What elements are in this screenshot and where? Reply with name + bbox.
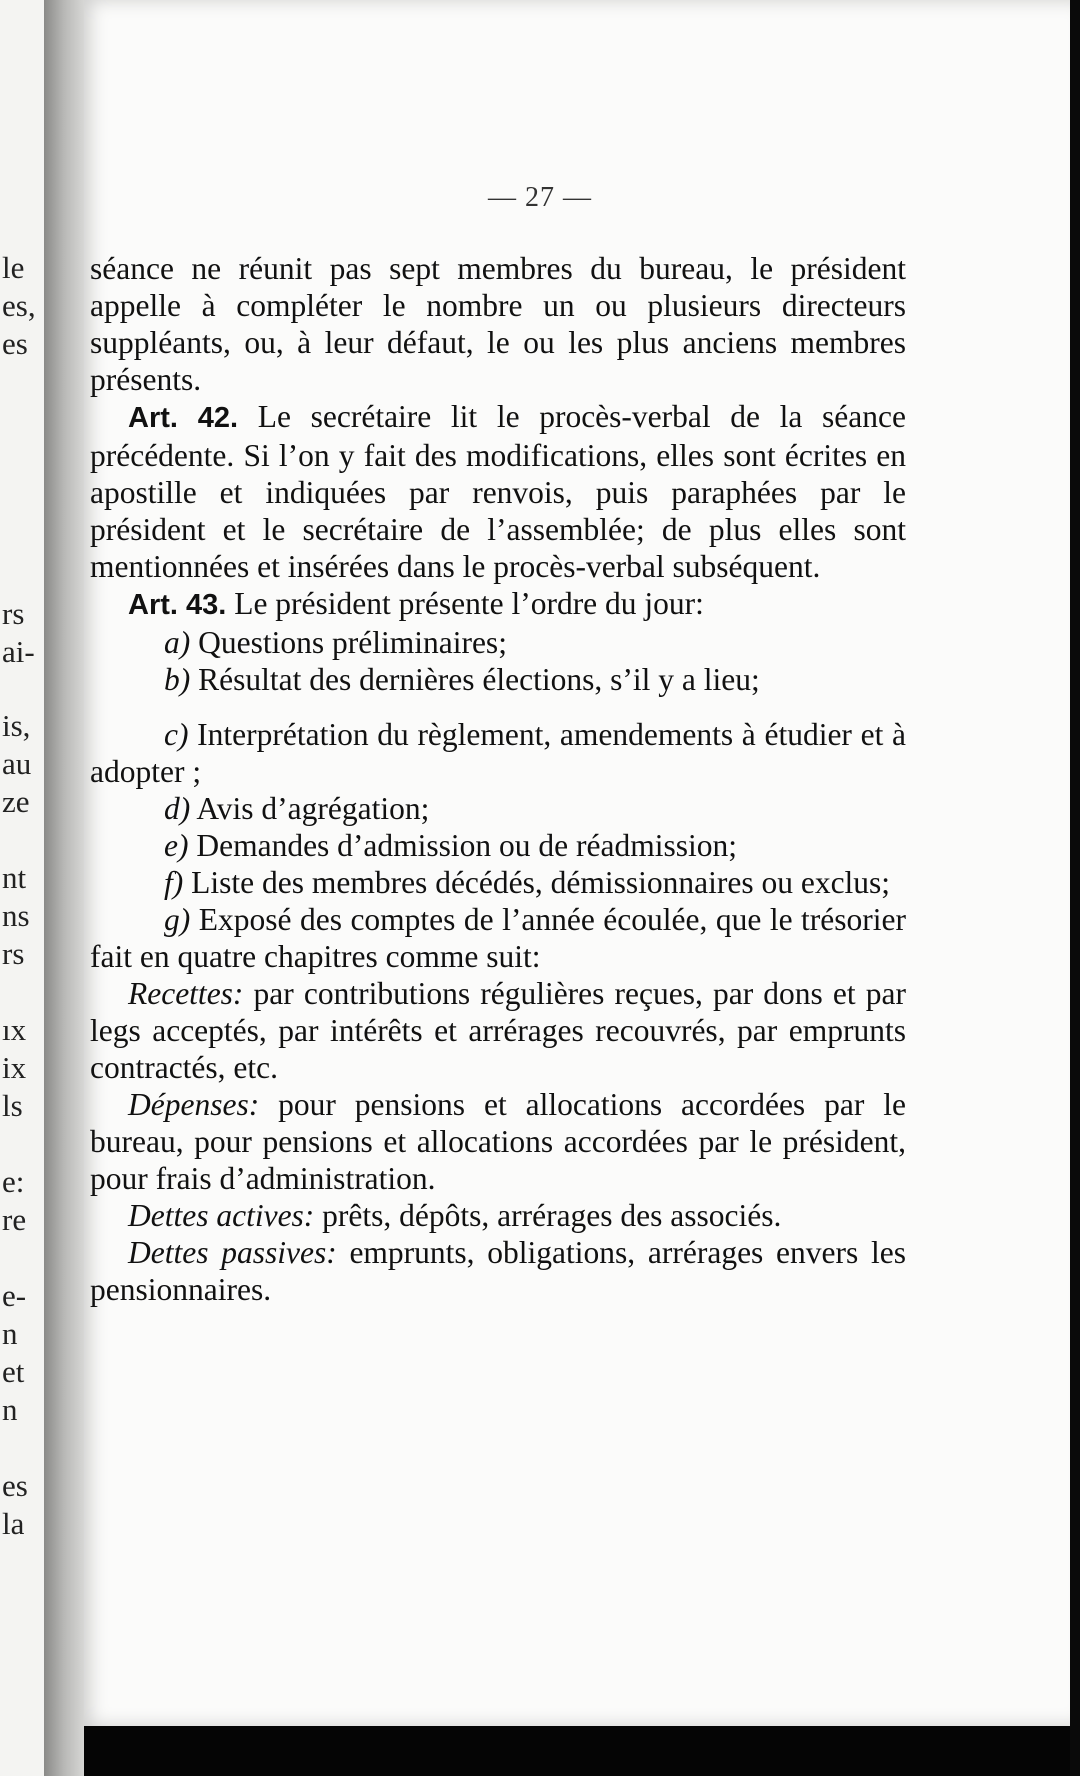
left-fragment: n xyxy=(2,1316,18,1351)
account-term: Dettes actives: xyxy=(128,1198,315,1233)
left-fragment: ls xyxy=(2,1088,23,1123)
list-item xyxy=(90,624,906,661)
left-fragment: n xyxy=(2,1392,18,1427)
account-dettes-passives xyxy=(90,1234,906,1308)
left-fragment: ze xyxy=(2,784,30,819)
left-fragment: re xyxy=(2,1202,27,1237)
list-item xyxy=(90,864,906,901)
account-term: Dépenses: xyxy=(128,1087,260,1122)
account-dettes-actives xyxy=(90,1197,906,1234)
item-text: Interprétation du règlement, amendements à étudier et à adopter ; xyxy=(90,717,906,789)
list-item xyxy=(90,790,906,827)
left-fragment: et xyxy=(2,1354,25,1389)
left-fragment: es xyxy=(2,326,28,361)
item-text: Avis d’agrégation; xyxy=(190,791,430,826)
account-text: emprunts, obligations, arrérages envers les pensionnaires. xyxy=(90,1235,906,1307)
item-label: a) xyxy=(164,625,191,660)
account-recettes xyxy=(90,975,906,1086)
left-fragment: e: xyxy=(2,1164,25,1199)
item-label: g) xyxy=(164,902,191,937)
list-item xyxy=(90,827,906,864)
left-fragment: e- xyxy=(2,1278,27,1313)
left-fragment: la xyxy=(2,1506,25,1541)
account-term: Recettes: xyxy=(128,976,244,1011)
left-fragment: is, xyxy=(2,708,31,743)
item-text: Demandes d’admission ou de réadmission; xyxy=(188,828,738,863)
left-fragment: le xyxy=(2,250,25,285)
account-depenses xyxy=(90,1086,906,1197)
left-fragment: es xyxy=(2,1468,28,1503)
left-fragment: es, xyxy=(2,288,36,323)
left-fragment: ai- xyxy=(2,634,35,669)
page-number: — 27 — xyxy=(488,182,592,213)
left-fragment: ix xyxy=(2,1050,27,1085)
article-label: Art. 43. xyxy=(128,589,227,621)
item-text: Exposé des comptes de l’année écoulée, que le trésorier fait en quatre chapitres comme suit: xyxy=(90,902,906,974)
article-text: Le secrétaire lit le procès-verbal de la séance précédente. Si l’on y fait des modifications, elles sont écrites en apostille et indiquées par renvois, puis paraphées par le président et le secrétaire de l’assemblée; de plus elles sont mentionnées et insérées dans le procès-verbal subséquent. xyxy=(90,399,906,584)
item-label: e) xyxy=(164,828,189,863)
left-fragment: ıx xyxy=(2,1012,27,1047)
article-43 xyxy=(90,585,906,624)
article-42 xyxy=(90,398,906,585)
page-bottom-background xyxy=(84,1726,1080,1776)
item-label: b) xyxy=(164,662,191,697)
account-term: Dettes passives: xyxy=(128,1235,337,1270)
left-fragment: nt xyxy=(2,860,27,895)
list-item xyxy=(90,901,906,975)
paragraph-continuation: séance ne réunit pas sept membres du bureau, le président appelle à compléter le nombre un ou plusieurs directeurs suppléants, ou, à leur défaut, le ou les plus anciens membres présents. xyxy=(90,251,906,397)
left-fragment: rs xyxy=(2,936,25,971)
item-label: d) xyxy=(164,791,191,826)
left-fragment: ns xyxy=(2,898,30,933)
page-right-background xyxy=(1070,0,1080,1776)
page-text-block xyxy=(90,250,906,1308)
item-text: Liste des membres décédés, démissionnaires ou exclus; xyxy=(183,865,891,900)
left-fragment: au xyxy=(2,746,32,781)
account-text: prêts, dépôts, arrérages des associés. xyxy=(314,1198,782,1233)
account-text: par contributions régulières reçues, par dons et par legs acceptés, par intérêts et arrérages recouvrés, par emprunts contractés, etc. xyxy=(90,976,906,1085)
item-label: f) xyxy=(164,865,184,900)
list-item xyxy=(90,716,906,790)
article-text: Le président présente l’ordre du jour: xyxy=(226,586,704,621)
item-text: Questions préliminaires; xyxy=(190,625,507,660)
article-label: Art. 42. xyxy=(128,402,239,434)
left-fragment: rs xyxy=(2,596,25,631)
item-text: Résultat des dernières élections, s’il y a lieu; xyxy=(190,662,760,697)
item-label: c) xyxy=(164,717,189,752)
account-text: pour pensions et allocations accordées par le bureau, pour pensions et allocations accordées par le président, pour frais d’administration. xyxy=(90,1087,906,1196)
list-item xyxy=(90,661,906,698)
